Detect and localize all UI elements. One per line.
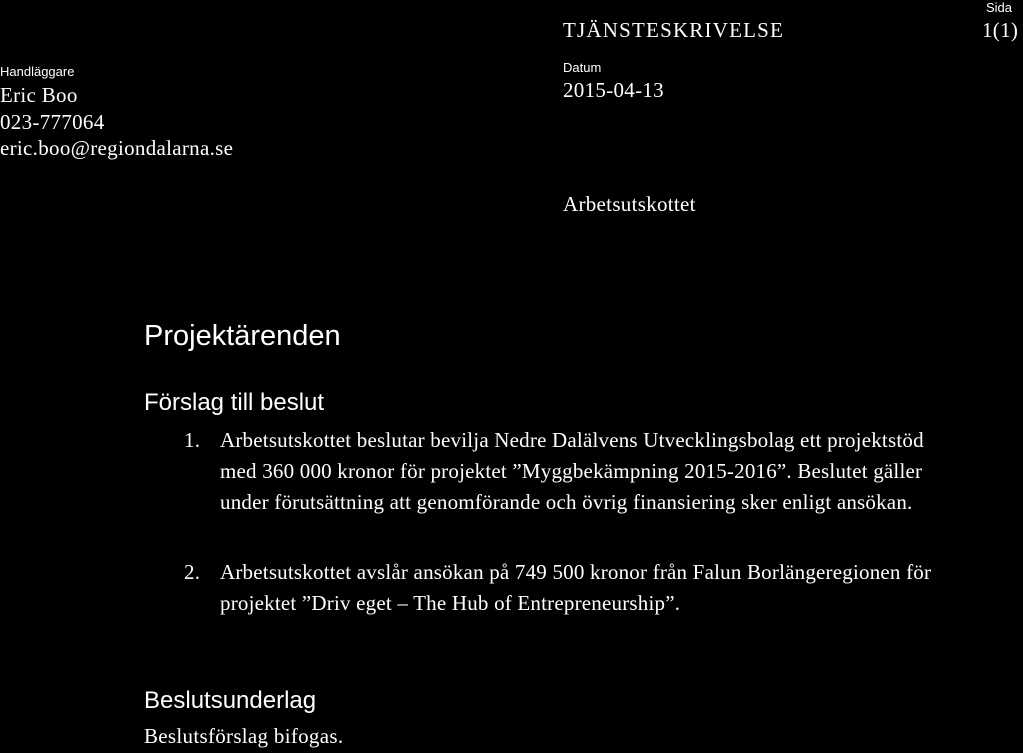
list-item-number: 2.: [184, 560, 201, 584]
page-title: Projektärenden: [144, 320, 341, 352]
date-label: Datum: [563, 60, 602, 75]
page-number: 1(1): [982, 18, 1019, 42]
date-value: 2015-04-13: [563, 78, 664, 102]
recipient: Arbetsutskottet: [563, 192, 696, 216]
handler-phone: 023-777064: [0, 110, 105, 134]
list-item-text: Arbetsutskottet beslutar bevilja Nedre Dalälvens Utvecklingsbolag ett projektstöd med 360 000 kronor för projektet ”Myggbekämpning 2015-2016”. Beslutet gäller under förutsättning att genomförande och övrig finansiering sker enligt ansökan.: [220, 428, 924, 514]
list-item-number: 1.: [184, 428, 201, 452]
basis-text: Beslutsförslag bifogas.: [144, 724, 344, 748]
page-label: Sida: [986, 0, 1013, 15]
proposal-heading: Förslag till beslut: [144, 389, 325, 416]
list-item: [184, 425, 964, 549]
document-type: TJÄNSTESKRIVELSE: [563, 18, 785, 42]
handler-name: Eric Boo: [0, 83, 78, 107]
list-item: [184, 557, 964, 621]
list-item-text: Arbetsutskottet avslår ansökan på 749 500 kronor från Falun Borlängeregionen för projektet ”Driv eget – The Hub of Entrepreneurship”.: [220, 560, 932, 615]
handler-label: Handläggare: [0, 64, 75, 79]
handler-email[interactable]: eric.boo@regiondalarna.se: [0, 136, 234, 160]
basis-heading: Beslutsunderlag: [144, 687, 317, 714]
